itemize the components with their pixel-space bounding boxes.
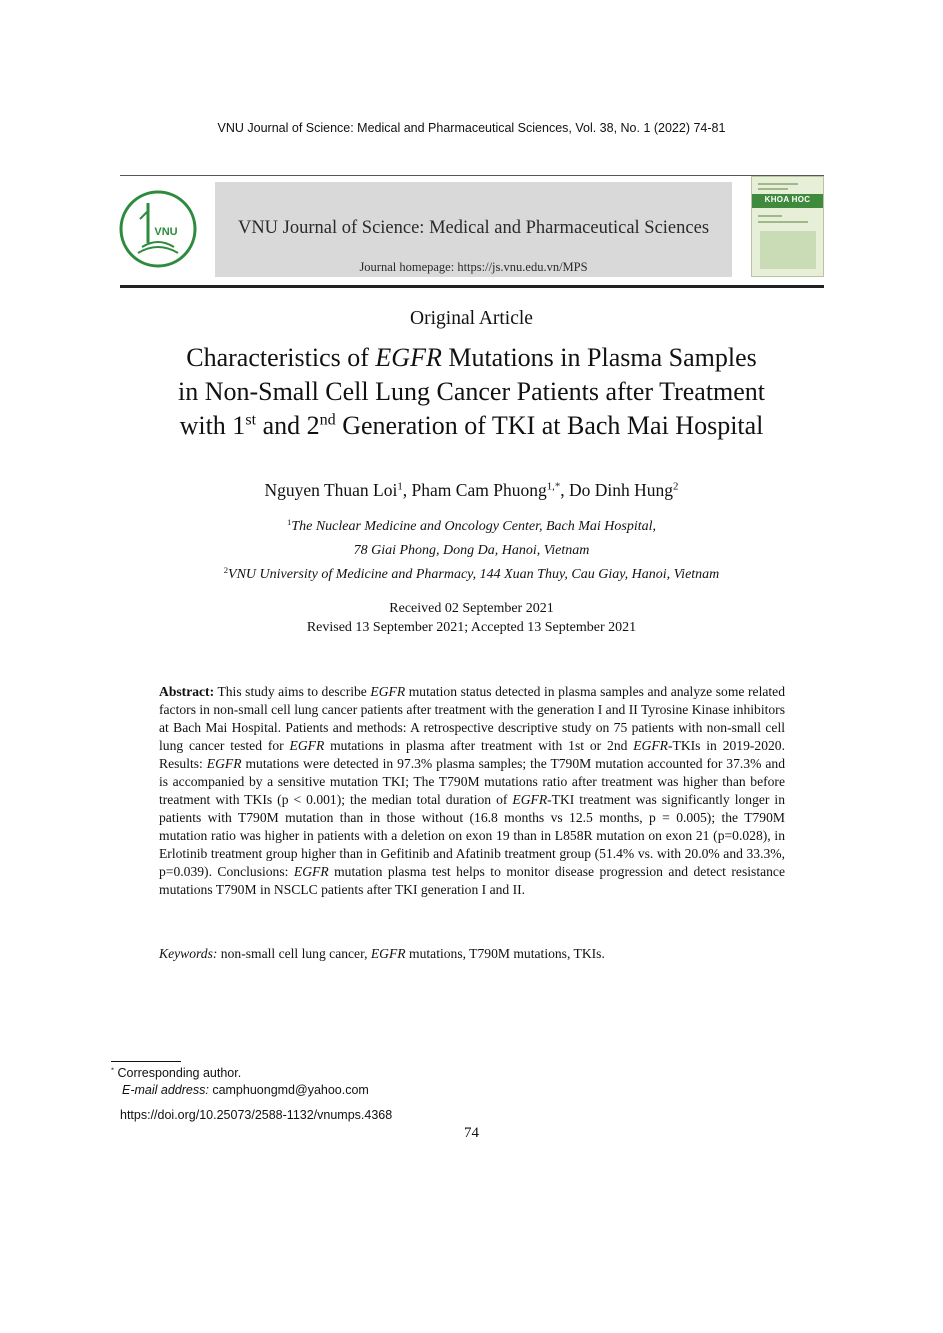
article-type: Original Article [410, 308, 533, 329]
journal-banner [215, 182, 732, 277]
footnote-email: E-mail address: camphuongmd@yahoo.com [122, 1083, 369, 1097]
journal-cover-thumbnail [751, 176, 824, 277]
affiliation-2: $^2$VNU University of Medicine and Pharmacy, 144 Xuan Thuy, Cau Giay, Hanoi, Vietnam [223, 564, 720, 582]
keywords: Keywords: non-small cell lung cancer, EGFR mutations, T790M mutations, TKIs. [159, 946, 605, 961]
doi-link[interactable]: https://doi.org/10.25073/2588-1132/vnumps.4368 [120, 1108, 393, 1122]
affiliation-1-address: 78 Giai Phong, Dong Da, Hanoi, Vietnam [353, 543, 590, 558]
received-date: Received 02 September 2021 [389, 601, 554, 616]
article-title: Characteristics of EGFR Mutations in Plasma Samples in Non-Small Cell Lung Cancer Patients after Treatment with 1st and 2nd Generation of TKI at Bach Mai Hospital [177, 343, 766, 440]
page-number: 74 [464, 1125, 479, 1141]
author-name: Nguyen Thuan Loi [264, 480, 398, 500]
keywords-label: Keywords: [159, 946, 218, 961]
abstract: Abstract: This study aims to describe EGFR mutation status detected in plasma samples and analyze some related factors in non-small cell lung cancer patients after treatment with the generation I and II Tyrosine Kinase inhibitors at Bach Mai Hospital. Patients and methods: A retrospective descriptive study on 75 patients with non-small cell lung cancer tested for EGFR mutations in plasma after treatment with 1st or 2nd EGFR-TKIs in 2019-2020. Results: EGFR mutations were detected in 97.3% plasma samples; the T790M mutation accounted for 37.3% and is accompanied by a sensitive mutation TKI; The T790M mutations ratio after treatment was higher than before treatment with TKIs (p < 0.001); the median total duration of EGFR-TKI treatment was significantly longer in patients with T790M mutation than in those without (16.8 months vs 12.5 months, p = 0.005); the T790M mutation ratio was higher in patients with a deletion on exon 19 than in L858R mutation on exon 21 (p=0.028), in Erlotinib treatment group higher than in Gefitinib and Afatinib treatment group (51.4% vs. with 20.0% and 33.3%, p=0.039). Conclusions: EGFR mutation plasma test helps to monitor disease progression and detect resistance mutations T790M in NSCLC patients after TKI generation I and II. [159, 684, 785, 897]
vnu-logo [118, 189, 198, 269]
author-name: Pham Cam Phuong [411, 480, 547, 500]
author-list: Nguyen Thuan Loi$^1$, Pham Cam Phuong$^{1,*}$, Do Dinh Hung$^2$ [264, 480, 679, 500]
logo-text: VNU [154, 226, 178, 238]
author-name: Do Dinh Hung [569, 480, 674, 500]
affiliation-1: $^1$The Nuclear Medicine and Oncology Center, Bach Mai Hospital, [286, 516, 657, 534]
cover-brand: KHOA HOC [764, 195, 811, 204]
footnote-rule [111, 1061, 181, 1062]
header-rule-top [120, 175, 824, 176]
header-rule-bottom [120, 285, 824, 288]
abstract-label: Abstract: [159, 684, 215, 699]
journal-title: VNU Journal of Science: Medical and Pharmaceutical Sciences [237, 218, 710, 238]
journal-homepage: Journal homepage: https://js.vnu.edu.vn/MPS [359, 260, 588, 274]
running-header: VNU Journal of Science: Medical and Pharmaceutical Sciences, Vol. 38, No. 1 (2022) 74-81 [217, 121, 726, 135]
footnote-corresponding: * Corresponding author. [111, 1065, 242, 1080]
revised-accepted-date: Revised 13 September 2021; Accepted 13 September 2021 [306, 620, 637, 635]
